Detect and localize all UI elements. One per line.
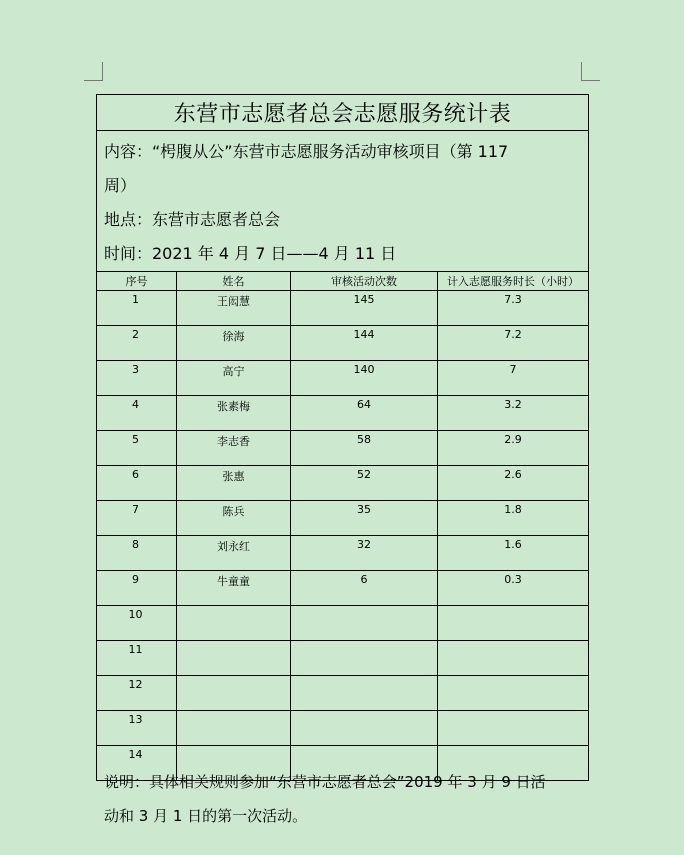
- cell-index: 7: [97, 501, 177, 536]
- cell-name: 张素梅: [177, 396, 291, 431]
- cell-name: [177, 606, 291, 641]
- cell-name: 高宁: [177, 361, 291, 396]
- table-row: [97, 676, 589, 711]
- header-count: 审核活动次数: [291, 272, 438, 291]
- cell-hours: [438, 606, 589, 641]
- cell-name: [177, 711, 291, 746]
- table-row: [97, 536, 589, 571]
- table-row: [97, 606, 589, 641]
- cell-name: 刘永红: [177, 536, 291, 571]
- cell-index: 2: [97, 326, 177, 361]
- cell-hours: 7.2: [438, 326, 589, 361]
- cell-count: [291, 711, 438, 746]
- header-row: [97, 272, 589, 291]
- cell-count: 35: [291, 501, 438, 536]
- cell-index: 10: [97, 606, 177, 641]
- cell-index: 1: [97, 291, 177, 326]
- cell-hours: 2.6: [438, 466, 589, 501]
- cell-count: 140: [291, 361, 438, 396]
- cell-hours: 1.8: [438, 501, 589, 536]
- cell-name: 张惠: [177, 466, 291, 501]
- cell-hours: 2.9: [438, 431, 589, 466]
- info-block: [97, 131, 589, 272]
- cell-count: 52: [291, 466, 438, 501]
- cell-count: 64: [291, 396, 438, 431]
- note: [104, 765, 584, 833]
- cell-hours: [438, 641, 589, 676]
- note-line-2: 动和 3 月 1 日的第一次活动。: [104, 807, 308, 825]
- header-hours: 计入志愿服务时长（小时）: [438, 272, 589, 291]
- cell-count: [291, 676, 438, 711]
- crop-mark-top-left: [84, 62, 103, 81]
- cell-name: 牛童童: [177, 571, 291, 606]
- cell-count: [291, 641, 438, 676]
- time-line: 时间：2021 年 4 月 7 日——4 月 11 日: [104, 244, 397, 263]
- table-row: [97, 326, 589, 361]
- cell-index: 13: [97, 711, 177, 746]
- cell-hours: [438, 676, 589, 711]
- cell-index: 5: [97, 431, 177, 466]
- table-row: [97, 711, 589, 746]
- statistics-sheet: [96, 94, 588, 781]
- cell-index: 14: [97, 746, 177, 781]
- table-row: [97, 431, 589, 466]
- header-index: 序号: [97, 272, 177, 291]
- crop-mark-top-right: [581, 62, 600, 81]
- header-name: 姓名: [177, 272, 291, 291]
- cell-count: 144: [291, 326, 438, 361]
- cell-index: 6: [97, 466, 177, 501]
- table-row: [97, 396, 589, 431]
- cell-index: 8: [97, 536, 177, 571]
- cell-index: 4: [97, 396, 177, 431]
- cell-hours: 7: [438, 361, 589, 396]
- cell-hours: 7.3: [438, 291, 589, 326]
- cell-hours: 1.6: [438, 536, 589, 571]
- table-body: [97, 291, 589, 781]
- cell-name: 陈兵: [177, 501, 291, 536]
- cell-count: 58: [291, 431, 438, 466]
- content-line-1: 内容：“枵腹从公”东营市志愿服务活动审核项目（第 117: [104, 142, 509, 161]
- cell-name: 王闳慧: [177, 291, 291, 326]
- cell-index: 3: [97, 361, 177, 396]
- cell-hours: 3.2: [438, 396, 589, 431]
- table-row: [97, 466, 589, 501]
- table-row: [97, 571, 589, 606]
- cell-name: [177, 641, 291, 676]
- cell-index: 9: [97, 571, 177, 606]
- cell-count: [291, 606, 438, 641]
- cell-name: [177, 676, 291, 711]
- cell-name: 李志香: [177, 431, 291, 466]
- location-line: 地点：东营市志愿者总会: [104, 210, 281, 229]
- table-title: 东营市志愿者总会志愿服务统计表: [97, 95, 589, 131]
- table-row: [97, 501, 589, 536]
- cell-hours: 0.3: [438, 571, 589, 606]
- cell-count: 145: [291, 291, 438, 326]
- statistics-table: [96, 94, 589, 781]
- cell-name: 徐海: [177, 326, 291, 361]
- table-row: [97, 641, 589, 676]
- table-row: [97, 361, 589, 396]
- note-line-1: 说明：具体相关规则参加“东营市志愿者总会”2019 年 3 月 9 日活: [104, 773, 546, 791]
- cell-hours: [438, 711, 589, 746]
- cell-count: 32: [291, 536, 438, 571]
- content-line-2: 周）: [104, 176, 137, 195]
- cell-count: 6: [291, 571, 438, 606]
- cell-index: 12: [97, 676, 177, 711]
- cell-index: 11: [97, 641, 177, 676]
- table-row: [97, 291, 589, 326]
